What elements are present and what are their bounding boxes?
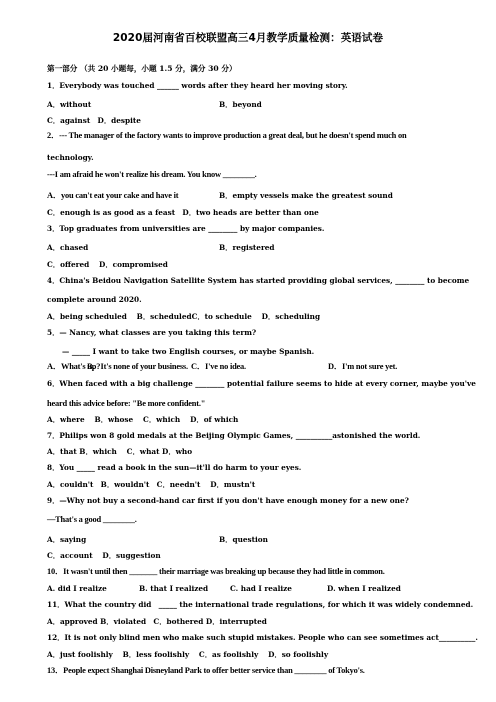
question-8-options: A．couldn't B．wouldn't C．needn't D．mustn't bbox=[47, 480, 256, 489]
option-b: B．It's none of your business. bbox=[87, 362, 188, 371]
question-2-continued: technology. bbox=[47, 153, 94, 162]
page-title: 2020届河南省百校联盟高三4月教学质量检测：英语试卷 bbox=[112, 32, 384, 44]
question-3-options-ab bbox=[47, 243, 275, 253]
option-b: B. that I realized bbox=[139, 584, 209, 593]
option-d: D. when I realized bbox=[327, 584, 401, 593]
question-1-options-cd: C．against D．despite bbox=[47, 116, 141, 125]
question-9: 9．—Why not buy a second-hand car first if you don't have enough money for a new one? bbox=[47, 496, 409, 505]
question-11: 11．What the country did _____ the international trade regulations, for which it was widely condemned. bbox=[47, 600, 474, 609]
option-b: B．question bbox=[219, 535, 268, 544]
option-a: A．chased bbox=[47, 243, 89, 252]
question-2: 2．--- The manager of the factory wants to improve production a great deal, but he doesn't spend much on bbox=[47, 131, 407, 140]
question-2-response: ---I am afraid he won't realize his dream. You know ________. bbox=[47, 170, 257, 179]
option-a: A. did I realize bbox=[47, 584, 107, 593]
question-2-options-cd: C．enough is as good as a feast D．two heads are better than one bbox=[47, 208, 319, 217]
question-9-options-cd: C．account D．suggestion bbox=[47, 551, 161, 560]
question-5-options bbox=[47, 362, 398, 372]
question-11-options: A．approved B．violated C．bothered D．interrupted bbox=[47, 617, 267, 626]
question-12: 12．It is not only blind men who make such stupid mistakes. People who can see sometimes act__________. bbox=[47, 633, 478, 642]
option-b: B．beyond bbox=[219, 100, 262, 109]
option-c: C．I've no idea. bbox=[191, 362, 246, 371]
option-a: A．you can't eat your cake and have it bbox=[47, 191, 179, 200]
option-a: A．saying bbox=[47, 535, 87, 544]
question-4-options: A．being scheduled B．scheduledC．to schedule D．scheduling bbox=[47, 312, 321, 321]
option-a: A．What's up? bbox=[47, 362, 101, 371]
option-a: A．without bbox=[47, 100, 92, 109]
question-3: 3．Top graduates from universities are ________ by major companies. bbox=[47, 224, 325, 233]
question-9-options-ab bbox=[47, 535, 268, 545]
question-5: 5．— Nancy, what classes are you taking this term? bbox=[47, 328, 257, 337]
question-1: 1．Everybody was touched ______ words after they heard her moving story. bbox=[47, 81, 348, 90]
question-4: 4．China's Beidou Navigation Satellite System has started providing global services, ________ to become bbox=[47, 276, 470, 285]
question-6: 6．When faced with a big challenge ________ potential failure seems to hide at every corner, maybe you've bbox=[47, 379, 476, 388]
option-b: B．registered bbox=[219, 243, 275, 252]
question-3-options-cd: C．offered D．compromised bbox=[47, 260, 168, 269]
question-13: 13．People expect Shanghai Disneyland Park to offer better service than ________ of Tokyo's. bbox=[47, 666, 365, 675]
question-4-continued: complete around 2020. bbox=[47, 295, 142, 304]
question-8: 8．You _____ read a book in the sun—it'll do harm to your eyes. bbox=[47, 463, 302, 472]
question-10-options bbox=[47, 584, 401, 594]
question-2-options-ab bbox=[47, 191, 393, 201]
question-12-options: A．just foolishly B．less foolishly C．as foolishly D．so foolishly bbox=[47, 650, 329, 659]
question-10: 10．It wasn't until then _______ their marriage was breaking up because they had little in common. bbox=[47, 567, 385, 576]
option-b: B．empty vessels make the greatest sound bbox=[219, 191, 393, 200]
question-1-options-ab bbox=[47, 100, 262, 110]
question-7: 7．Philips won 8 gold medals at the Beijing Olympic Games, __________astonished the world. bbox=[47, 431, 421, 440]
question-7-options: A．that B．which C．what D．who bbox=[47, 447, 193, 456]
section-heading: 第一部分 （共 20 小题每，小题 1.5 分，满分 30 分） bbox=[47, 64, 237, 73]
question-6-continued: heard this advice before: "Be more confident." bbox=[47, 399, 206, 408]
option-c: C. had I realize bbox=[230, 584, 292, 593]
question-5-response: — _____ I want to take two English courses, or maybe Spanish. bbox=[62, 347, 315, 356]
question-9-response: —That's a good ________. bbox=[47, 515, 137, 524]
option-d: D．I'm not sure yet. bbox=[328, 362, 398, 371]
question-6-options: A．where B．whose C．which D．of which bbox=[47, 415, 239, 424]
